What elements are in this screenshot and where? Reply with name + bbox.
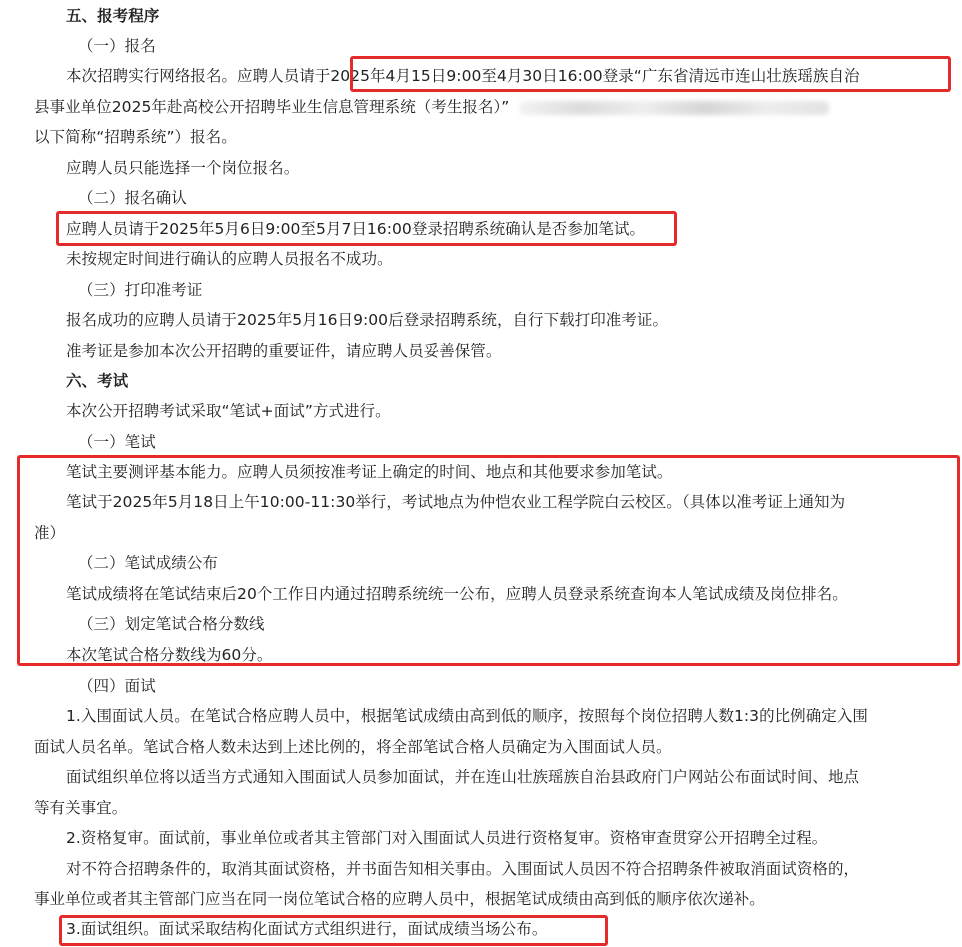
subheading-registration-confirmation: （二）报名确认 (78, 189, 187, 207)
paragraph-line: 应聘人员只能选择一个岗位报名。 (66, 159, 300, 177)
paragraph-line: 未按规定时间进行确认的应聘人员报名不成功。 (66, 250, 393, 268)
paragraph-line: 笔试主要测评基本能力。应聘人员须按准考证上确定的时间、地点和其他要求参加笔试。 (66, 463, 673, 481)
paragraph-line: 对不符合招聘条件的，取消其面试资格，并书面告知相关事由。入围面试人员因不符合招聘条件被取消面试资格的， (66, 860, 860, 878)
paragraph-line: 本次招聘实行网络报名。应聘人员请于2025年4月15日9:00至4月30日16:00登录“广东省清远市连山壮族瑶族自治 (66, 67, 860, 85)
paragraph-line: 应聘人员请于2025年5月6日9:00至5月7日16:00登录招聘系统确认是否参加笔试。 (66, 220, 646, 238)
paragraph-line: 本次公开招聘考试采取“笔试+面试”方式进行。 (66, 402, 391, 420)
paragraph-line: 以下简称“招聘系统”）报名。 (34, 128, 237, 146)
paragraph-line: 1.入围面试人员。在笔试合格应聘人员中，根据笔试成绩由高到低的顺序，按照每个岗位招聘人数1:3的比例确定入围 (66, 707, 868, 725)
subheading-print-admission-ticket: （三）打印准考证 (78, 281, 203, 299)
paragraph-line: 准考证是参加本次公开招聘的重要证件，请应聘人员妥善保管。 (66, 342, 502, 360)
paragraph-line: 2.资格复审。面试前，事业单位或者其主管部门对入围面试人员进行资格复审。资格审查贯穿公开招聘全过程。 (66, 829, 828, 847)
paragraph-line-redacted (34, 97, 829, 117)
paragraph-line: 准） (34, 524, 66, 542)
paragraph-line: 面试人员名单。笔试合格人数未达到上述比例的，将全部笔试合格人员确定为入围面试人员。 (34, 738, 672, 756)
paragraph-line: 本次笔试合格分数线为60分。 (66, 646, 273, 664)
paragraph-line: 事业单位或者其主管部门应当在同一岗位笔试合格的应聘人员中，根据笔试成绩由高到低的顺序依次递补。 (34, 890, 765, 908)
subheading-written-exam: （一）笔试 (78, 433, 156, 451)
subheading-written-score-publication: （二）笔试成绩公布 (78, 554, 218, 572)
paragraph-line: 笔试成绩将在笔试结束后20个工作日内通过招聘系统统一公布，应聘人员登录系统查询本人笔试成绩及岗位排名。 (66, 585, 848, 603)
paragraph-text: 县事业单位2025年赴高校公开招聘毕业生信息管理系统（考生报名）” (34, 98, 510, 116)
subheading-passing-score-line: （三）划定笔试合格分数线 (78, 615, 265, 633)
paragraph-line: 等有关事宜。 (34, 799, 128, 817)
paragraph-line: 面试组织单位将以适当方式通知入围面试人员参加面试，并在连山壮族瑶族自治县政府门户网站公布面试时间、地点 (66, 768, 860, 786)
paragraph-line: 3.面试组织。面试采取结构化面试方式组织进行，面试成绩当场公布。 (66, 920, 548, 938)
subheading-registration: （一）报名 (78, 37, 156, 55)
section-heading-registration-procedure: 五、报考程序 (66, 7, 160, 25)
subheading-interview: （四）面试 (78, 677, 156, 695)
paragraph-line: 报名成功的应聘人员请于2025年5月16日9:00后登录招聘系统，自行下载打印准考证。 (66, 311, 668, 329)
redacted-url-blur (519, 101, 829, 115)
paragraph-line: 笔试于2025年5月18日上午10:00-11:30举行，考试地点为仲恺农业工程学院白云校区。（具体以准考证上通知为 (66, 493, 846, 511)
section-heading-exam: 六、考试 (66, 372, 129, 390)
